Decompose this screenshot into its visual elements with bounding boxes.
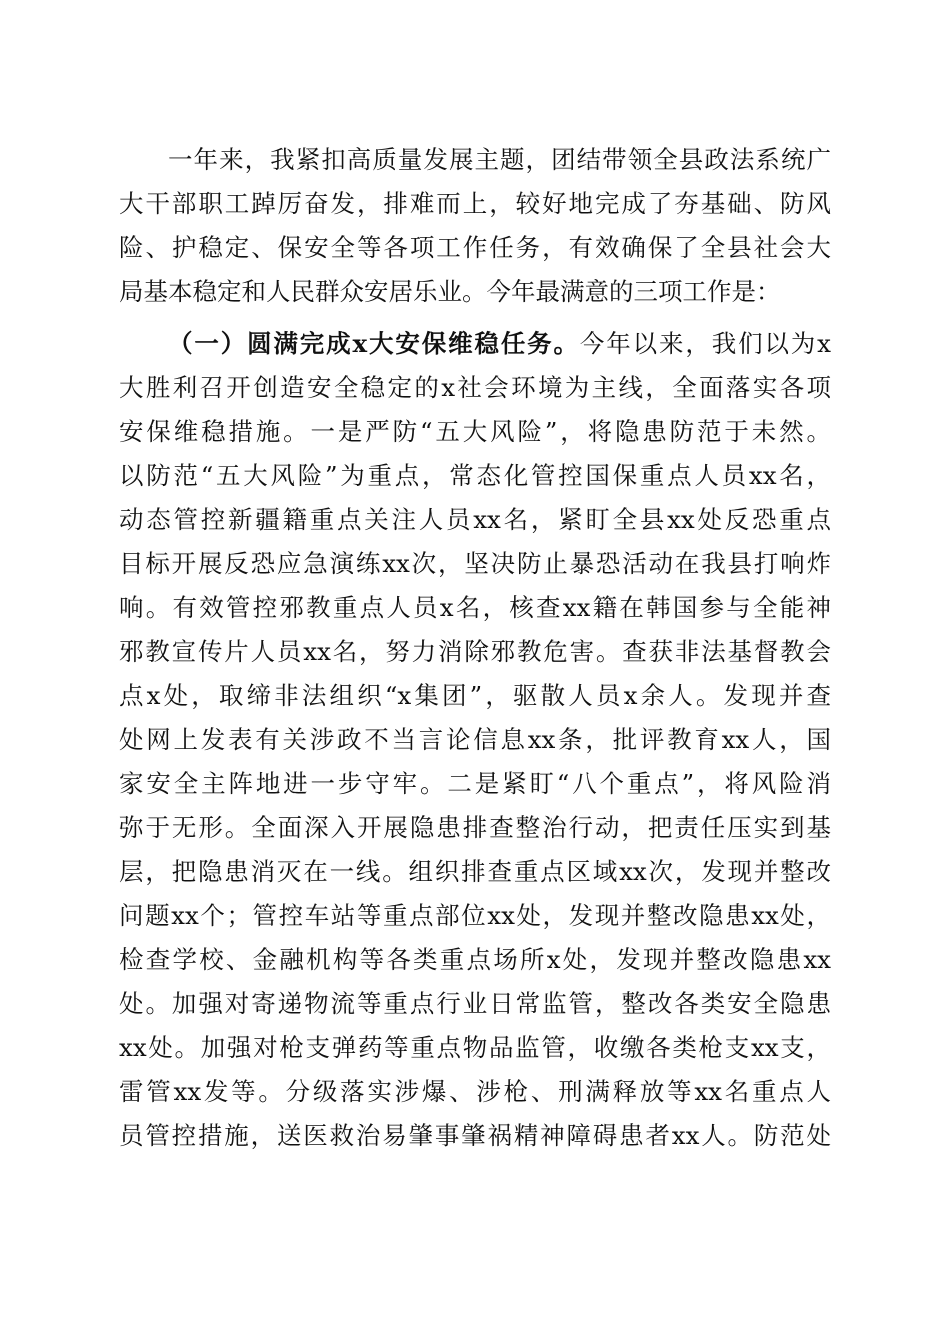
paragraph-line: 安保维稳措施。一是严防“五大风险”，将隐患防范于未然。 bbox=[119, 417, 831, 446]
section-heading: （一）圆满完成x大安保维稳任务。 bbox=[168, 329, 580, 358]
paragraph-line: 处。加强对寄递物流等重点行业日常监管，整改各类安全隐患 bbox=[119, 989, 831, 1018]
paragraph-line: 大胜利召开创造安全稳定的x社会环境为主线，全面落实各项 bbox=[119, 373, 831, 402]
paragraph-line: 邪教宣传片人员xx名，努力消除邪教危害。查获非法基督教会 bbox=[119, 637, 831, 666]
paragraph-line: 动态管控新疆籍重点关注人员xx名，紧盯全县xx处反恐重点 bbox=[119, 505, 831, 534]
section-heading-line bbox=[168, 322, 831, 366]
paragraph-line: 以防范“五大风险”为重点，常态化管控国保重点人员xx名， bbox=[119, 461, 831, 490]
paragraph-line: 家安全主阵地进一步守牢。二是紧盯“八个重点”，将风险消 bbox=[119, 769, 831, 798]
paragraph-line: xx处。加强对枪支弹药等重点物品监管，收缴各类枪支xx支， bbox=[119, 1033, 831, 1062]
paragraph-line: 局基本稳定和人民群众安居乐业。今年最满意的三项工作是： bbox=[119, 277, 781, 306]
paragraph-line: 一年来，我紧扣高质量发展主题，团结带领全县政法系统广 bbox=[168, 145, 831, 174]
paragraph-line: 大干部职工踔厉奋发，排难而上，较好地完成了夯基础、防风 bbox=[119, 189, 831, 218]
paragraph-line: 点x处，取缔非法组织“x集团”，驱散人员x余人。发现并查 bbox=[119, 681, 831, 710]
paragraph-line: 雷管xx发等。分级落实涉爆、涉枪、刑满释放等xx名重点人 bbox=[119, 1077, 831, 1106]
paragraph-line: 检查学校、金融机构等各类重点场所x处，发现并整改隐患xx bbox=[119, 945, 831, 974]
paragraph-line: 目标开展反恐应急演练xx次，坚决防止暴恐活动在我县打响炸 bbox=[119, 549, 831, 578]
paragraph-line: 员管控措施，送医救治易肇事肇祸精神障碍患者xx人。防范处 bbox=[119, 1121, 831, 1150]
section-heading-continuation: 今年以来，我们以为x bbox=[579, 329, 831, 358]
paragraph-line: 响。有效管控邪教重点人员x名，核查xx籍在韩国参与全能神 bbox=[119, 593, 831, 622]
paragraph-line: 险、护稳定、保安全等各项工作任务，有效确保了全县社会大 bbox=[119, 233, 831, 262]
paragraph-line: 层，把隐患消灭在一线。组织排查重点区域xx次，发现并整改 bbox=[119, 857, 831, 886]
paragraph-line: 处网上发表有关涉政不当言论信息xx条，批评教育xx人，国 bbox=[119, 725, 831, 754]
paragraph-line: 问题xx个；管控车站等重点部位xx处，发现并整改隐患xx处， bbox=[119, 901, 831, 930]
paragraph-line: 弥于无形。全面深入开展隐患排查整治行动，把责任压实到基 bbox=[119, 813, 831, 842]
